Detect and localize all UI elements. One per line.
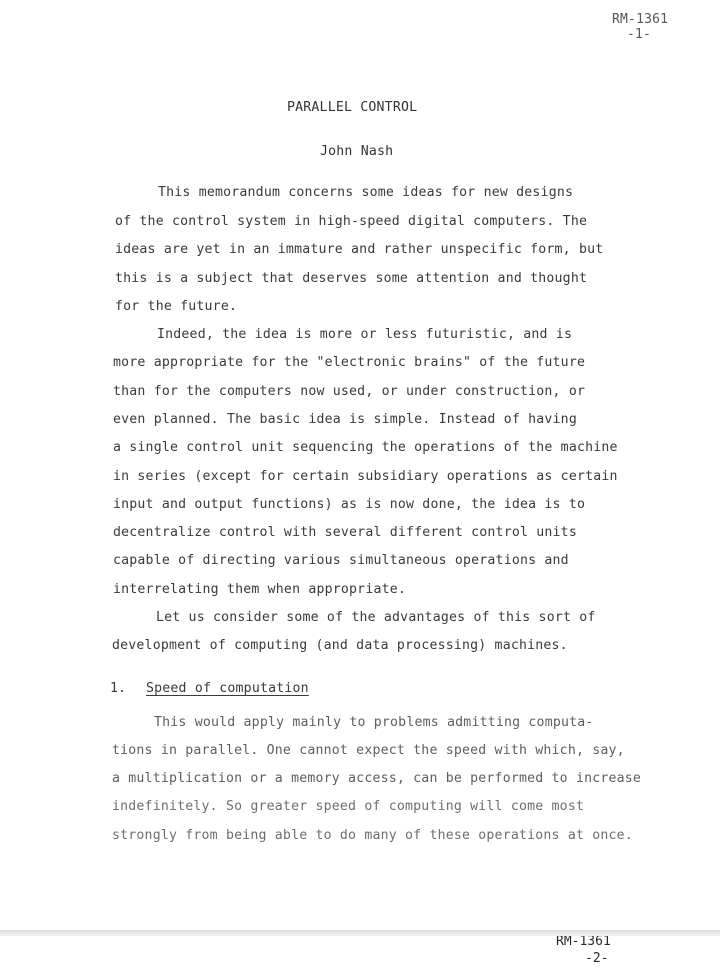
document-page-2	[0, 936, 720, 969]
section-number: 1.	[110, 681, 127, 696]
text-line: of the control system in high-speed digital computers. The	[115, 214, 588, 229]
text-line: decentralize control with several different control units	[113, 525, 577, 540]
text-line: in series (except for certain subsidiary operations as certain	[113, 469, 618, 484]
text-line: This memorandum concerns some ideas for new designs	[158, 185, 574, 200]
text-line: indefinitely. So greater speed of computing will come most	[112, 799, 585, 814]
page-number: -1-	[627, 27, 652, 42]
text-line: development of computing (and data processing) machines.	[112, 638, 568, 653]
text-line: than for the computers now used, or under construction, or	[113, 384, 586, 399]
text-line: a multiplication or a memory access, can be performed to increase	[112, 771, 642, 786]
text-line: a single control unit sequencing the operations of the machine	[113, 440, 618, 455]
text-line: This would apply mainly to problems admitting computa-	[154, 715, 594, 730]
text-line: even planned. The basic idea is simple. Instead of having	[113, 412, 577, 427]
text-line: for the future.	[115, 299, 238, 314]
text-line: more appropriate for the "electronic brains" of the future	[113, 355, 586, 370]
text-line: strongly from being able to do many of these operations at once.	[112, 828, 633, 843]
document-title: PARALLEL CONTROL	[287, 100, 418, 115]
author-name: John Nash	[320, 144, 394, 159]
section-title: Speed of computation	[146, 681, 309, 696]
text-line: this is a subject that deserves some attention and thought	[115, 271, 588, 286]
doc-number: RM-1361	[612, 12, 669, 27]
text-line: ideas are yet in an immature and rather unspecific form, but	[115, 242, 604, 257]
text-line: Indeed, the idea is more or less futuristic, and is	[157, 327, 573, 342]
text-line: tions in parallel. One cannot expect the speed with which, say,	[112, 743, 625, 758]
text-line: interrelating them when appropriate.	[113, 582, 407, 597]
text-line: capable of directing various simultaneous operations and	[113, 553, 569, 568]
text-line: input and output functions) as is now done, the idea is to	[113, 497, 586, 512]
page-number: -2-	[585, 951, 609, 966]
doc-number: RM-1361	[556, 936, 611, 949]
text-line: Let us consider some of the advantages of this sort of	[156, 610, 596, 625]
